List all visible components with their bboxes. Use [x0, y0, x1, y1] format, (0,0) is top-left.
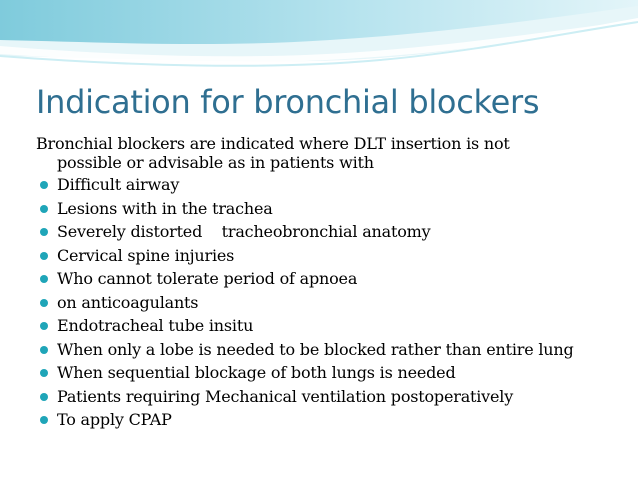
bullet-text: To apply CPAP	[57, 410, 172, 429]
bullet-icon	[40, 181, 48, 189]
bullet-text: When only a lobe is needed to be blocked rather than entire lung	[57, 339, 574, 359]
header-wave-decoration	[0, 0, 638, 82]
bullet-text: Cervical spine injuries	[57, 245, 235, 265]
bullet-icon	[40, 346, 48, 354]
bullet-icon	[40, 299, 48, 307]
bullet-text: Lesions with in the trachea	[57, 198, 273, 218]
bullet-item-apnoea	[36, 267, 631, 291]
bullet-item-distorted-anatomy	[36, 220, 631, 244]
bullet-icon	[40, 252, 48, 260]
bullet-item-tracheal-lesions	[36, 197, 631, 221]
slide-content	[36, 134, 631, 432]
bullet-text: When sequential blockage of both lungs is needed	[57, 363, 456, 382]
intro-line-2: possible or advisable as in patients with	[57, 153, 374, 172]
bullet-item-sequential-blockage	[36, 361, 631, 385]
bullet-item-cpap	[36, 408, 631, 432]
bullet-icon	[40, 205, 48, 213]
bullet-icon	[40, 228, 48, 236]
intro-line-1: Bronchial blockers are indicated where DLT insertion is not	[36, 134, 510, 153]
bullet-icon	[40, 416, 48, 424]
intro-paragraph	[36, 134, 631, 172]
bullet-item-cervical-spine	[36, 244, 631, 268]
bullet-text: Difficult airway	[57, 175, 180, 194]
bullet-text: Who cannot tolerate period of apnoea	[57, 269, 358, 288]
bullet-icon	[40, 322, 48, 330]
bullet-item-difficult-airway	[36, 173, 631, 197]
bullet-item-endotracheal-tube	[36, 314, 631, 338]
bullet-item-lobe-blockade	[36, 338, 631, 362]
bullet-item-mechanical-ventilation	[36, 385, 631, 409]
bullet-text: Severely distorted tracheobronchial anatomy	[57, 222, 431, 241]
slide-title: Indication for bronchial blockers	[36, 83, 540, 121]
bullet-list	[36, 173, 631, 432]
bullet-icon	[40, 393, 48, 401]
bullet-item-anticoagulants	[36, 291, 631, 315]
bullet-text: on anticoagulants	[57, 292, 199, 312]
bullet-text: Endotracheal tube insitu	[57, 316, 254, 335]
bullet-icon	[40, 275, 48, 283]
bullet-icon	[40, 369, 48, 377]
bullet-text: Patients requiring Mechanical ventilation postoperatively	[57, 386, 514, 406]
